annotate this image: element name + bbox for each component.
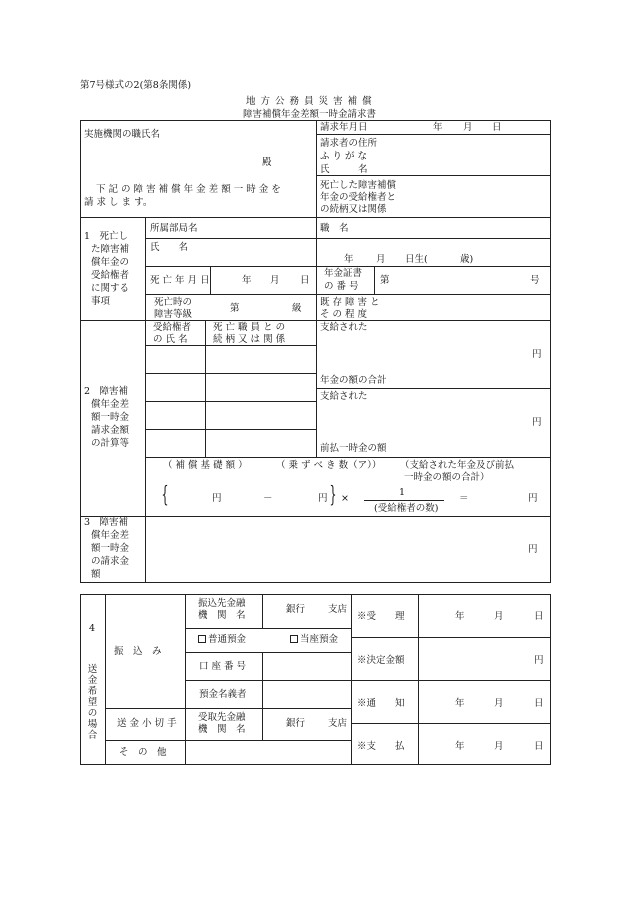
paid-annuity-label: 支給された [320,322,368,333]
deposit-normal-option[interactable] [198,634,246,645]
sec2-label-5: の計算等 [91,438,130,449]
formula-times: × [341,493,349,504]
formula-sum-2: 一時金の額の合計） [404,472,490,483]
sec1-label-3: 償年金の [91,257,130,268]
formula-yen-a: 円 [212,493,222,504]
decided-amount-yen: 円 [534,655,544,666]
checkbox-normal[interactable] [198,635,206,643]
relation-label-1: 死亡した障害補償 [320,180,397,191]
sec3-label-4: の請求金 [91,556,130,567]
relation-label-2: 年金の受給権者と [320,192,397,203]
formula-multiplier: （ 乗 ず べ き 数（ア）） [276,460,382,471]
sec2-label-2: 償年金差 [91,399,130,410]
cert-label-2: の 番 号 [324,281,359,292]
dono-text: 殿 [262,157,272,168]
request-date-day: 日 [492,122,502,133]
deposit-normal-text: 普通預金 [208,634,247,645]
birth-age: 歳) [460,254,474,265]
birth-year: 年 [344,254,354,265]
paid-lump-yen: 円 [532,417,542,428]
formula-denominator: (受給権者の数) [374,503,439,514]
post-label: 職 名 [320,223,349,234]
formula-minus: － [263,493,273,504]
col-recipient-1: 受給権者 [153,322,192,333]
bank2-label-2: 機 関 名 [198,724,246,735]
bank1-label-1: 振込先金融 [198,598,246,609]
grade-dai: 第 [230,303,240,314]
paid-lump-total: 前払一時金の額 [320,443,387,454]
formula-sum-1: （支給された年金及び前払 [400,460,515,471]
sec1-label-5: に関する [91,283,130,294]
brace-left: { [161,483,169,508]
account-number-label: 口 座 番 号 [199,661,247,672]
notice-day: 日 [534,698,544,709]
receipt-year: 年 [455,611,465,622]
cert-go: 号 [530,275,540,286]
bank2-gin: 銀行 [286,718,306,729]
notice-month: 月 [494,698,504,709]
death-year: 年 [242,275,252,286]
formula-numerator: 1 [399,487,406,498]
bank1-label-2: 機 関 名 [198,610,246,621]
sec3-label-1: 3 障害補 [84,517,129,528]
account-holder-label: 預金名義者 [199,689,247,700]
cert-dai: 第 [380,275,390,286]
paid-annuity-total: 年金の額の合計 [320,375,387,386]
grade-kyu: 級 [292,303,302,314]
request-date-year: 年 [433,122,443,133]
formula-yen-c: 円 [528,493,538,504]
col-relation-1: 死 亡 職 員 と の [213,322,286,333]
sec3-label-5: 額 [91,569,101,580]
birth-day: 日生( [405,254,428,265]
checkbox-current[interactable] [290,635,298,643]
cheque-label: 送 金 小 切 手 [117,718,177,729]
sec1-label-1: 1 死亡し [84,231,129,242]
sec4-number: 4 [89,623,96,634]
death-date-label: 死 亡 年 月 日 [150,275,210,286]
existing-disability-1: 既 存 障 害 と [320,297,380,308]
payment-year: 年 [455,741,465,752]
sec3-label-3: 額一時金 [91,543,130,554]
receipt-label: ※受 理 [357,611,405,622]
col-relation-2: 続 柄 又 は 関 係 [213,334,286,345]
sec3-yen: 円 [528,544,538,555]
death-day: 日 [300,275,310,286]
deposit-current-text: 当座預金 [300,634,339,645]
payment-label: ※支 払 [357,741,405,752]
bank2-label-1: 受取先金融 [198,712,246,723]
request-text-line2: 請 求 し ま す。 [84,197,153,208]
transfer-label: 振 込 み [114,646,162,657]
claimant-name-label: 氏 名 [320,164,368,175]
notice-label: ※通 知 [357,698,405,709]
existing-disability-2: そ の 程 度 [320,309,368,320]
sec4-vertical-label: 送金希望の場合 [87,664,98,741]
receipt-day: 日 [534,611,544,622]
sec1-label-2: た障害補 [91,244,130,255]
bank1-shiten: 支店 [328,604,348,615]
sec2-label-1: 2 障害補 [84,386,129,397]
form-title-line1: 地 方 公 務 員 災 害 補 償 [246,96,373,107]
relation-label-3: の続柄又は関係 [320,204,387,215]
form-number: 第7号様式の2(第8条関係) [80,80,192,91]
payment-day: 日 [534,741,544,752]
bank2-shiten: 支店 [328,718,348,729]
claimant-furigana-label: ふ り が な [320,151,368,162]
grade-label-2: 障害等級 [154,309,193,320]
form-title-line2: 障害補償年金差額一時金請求書 [243,109,377,120]
sec2-label-3: 額一時金 [91,412,130,423]
grade-label-1: 死亡時の [154,297,193,308]
sec2-label-4: 請求金額 [91,425,130,436]
payment-month: 月 [494,741,504,752]
deposit-current-option[interactable] [290,634,338,645]
formula-base: （ 補 償 基 礎 額 ） [163,460,248,471]
other-label: そ の 他 [119,747,167,758]
request-text-line1: 下 記 の 障 害 補 償 年 金 差 額 一 時 金 を [96,184,281,195]
formula-yen-b: 円 [318,493,328,504]
receipt-month: 月 [494,611,504,622]
notice-year: 年 [455,698,465,709]
sec1-label-4: 受給権者 [91,270,130,281]
formula-equals: ＝ [459,493,469,504]
sec1-label-6: 事項 [91,296,111,307]
paid-lump-label: 支給された [320,391,368,402]
bank1-gin: 銀行 [286,604,306,615]
deceased-name-label: 氏 名 [150,242,189,253]
request-date-label: 請求年月日 [320,122,368,133]
paid-annuity-yen: 円 [532,349,542,360]
request-date-month: 月 [463,122,473,133]
sec3-label-2: 償年金差 [91,530,130,541]
cert-label-1: 年金証書 [324,268,363,279]
birth-month: 月 [376,254,386,265]
org-head-label: 実施機関の職氏名 [84,129,161,140]
decided-amount-label: ※決定金額 [357,655,405,666]
dept-label: 所属部局名 [150,223,198,234]
death-month: 月 [270,275,280,286]
col-recipient-2: の 氏 名 [153,334,188,345]
claimant-address-label: 請求者の住所 [320,138,378,149]
brace-right: } [329,483,337,508]
